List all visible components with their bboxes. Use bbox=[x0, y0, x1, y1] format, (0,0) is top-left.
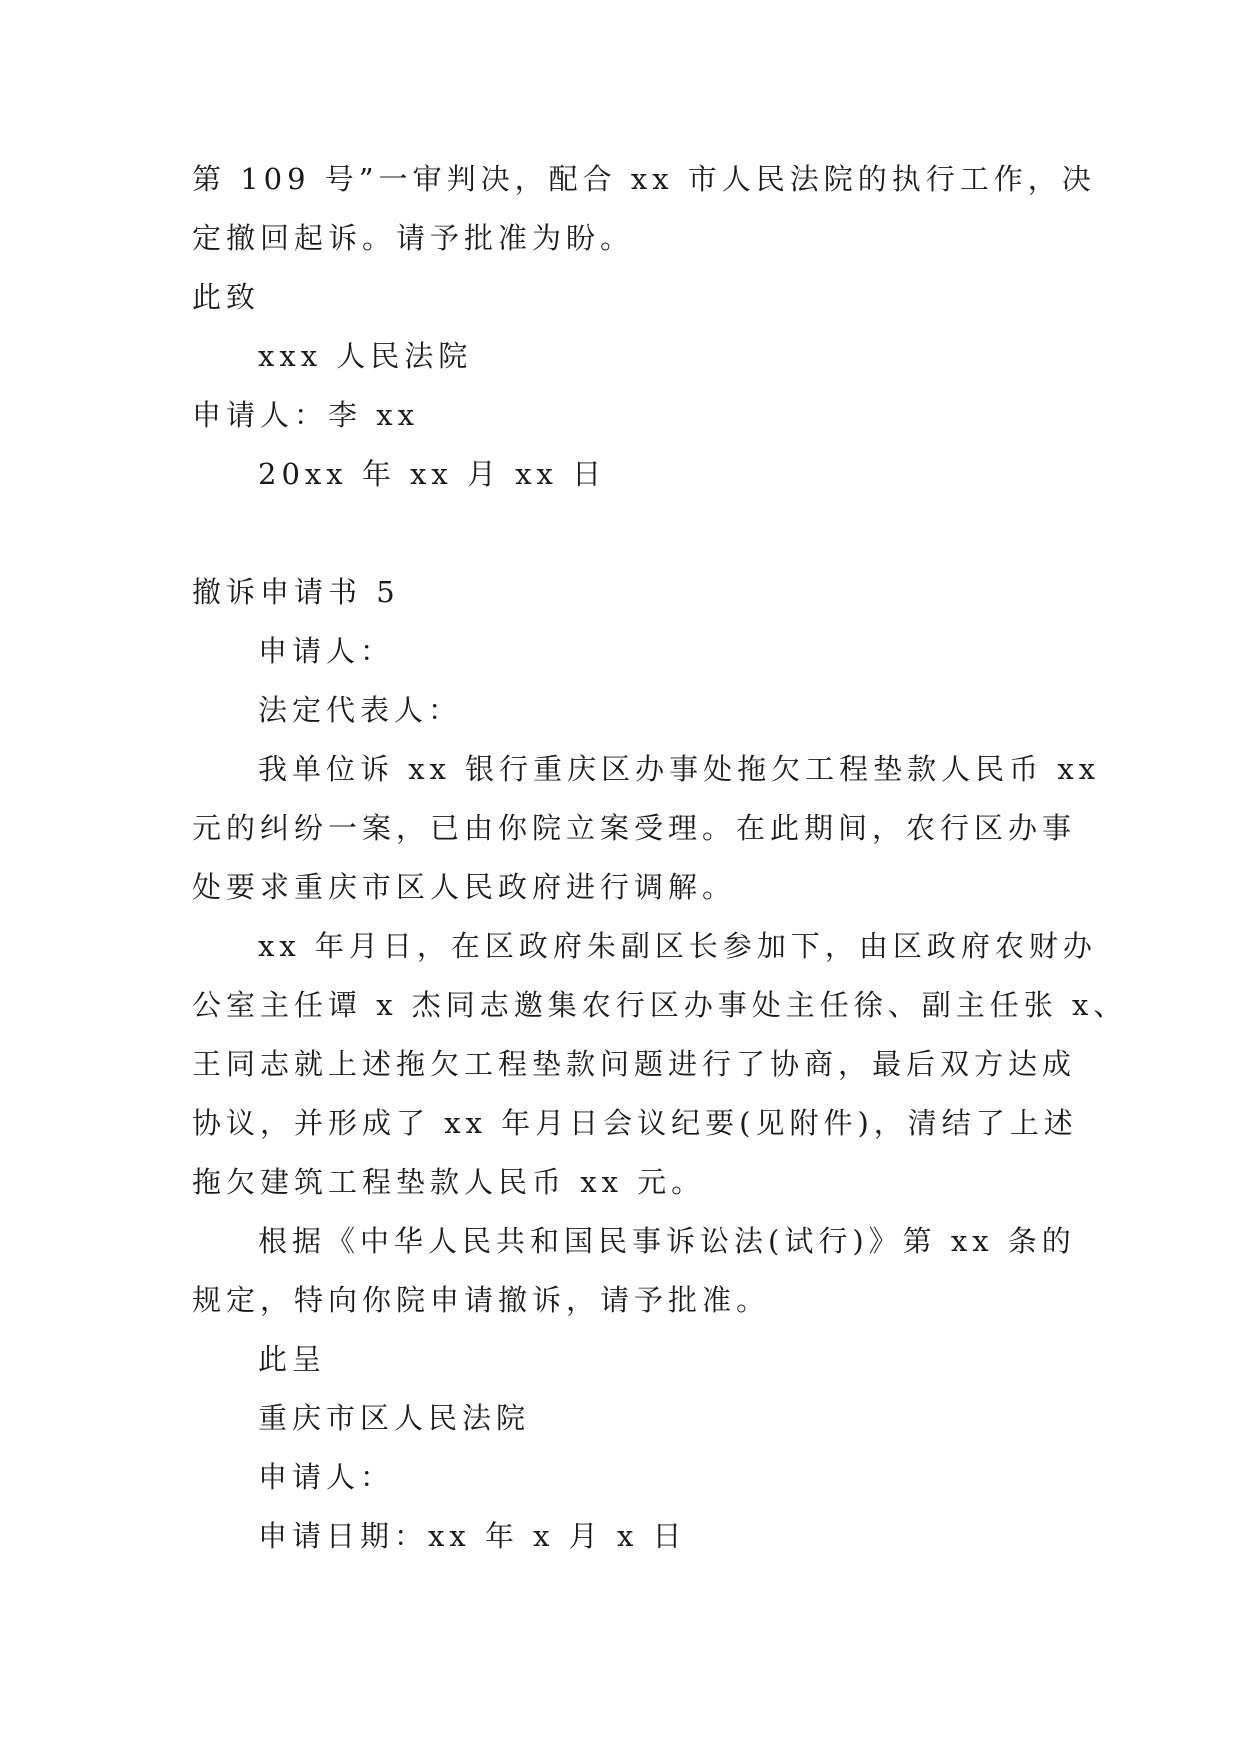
para2-line-2: 公室主任谭 x 杰同志邀集农行区办事处主任徐、副主任张 x、 bbox=[192, 988, 1128, 1022]
document-page bbox=[192, 150, 1128, 1566]
application-date: 申请日期：xx 年 x 月 x 日 bbox=[258, 1519, 687, 1553]
para3-line-1: 根据《中华人民共和国民事诉讼法(试行)》第 xx 条的 bbox=[258, 1224, 1076, 1258]
applicant-label: 申请人： bbox=[258, 634, 395, 668]
para2-line-4: 协议，并形成了 xx 年月日会议纪要(见附件)，清结了上述 bbox=[192, 1106, 1078, 1140]
recipient-court: 重庆市区人民法院 bbox=[258, 1401, 531, 1435]
para3-line-2: 规定，特向你院申请撤诉，请予批准。 bbox=[192, 1283, 771, 1317]
para2-line-3: 王同志就上述拖欠工程垫款问题进行了协商，最后双方达成 bbox=[192, 1047, 1077, 1081]
prev-date: 20xx 年 xx 月 xx 日 bbox=[258, 457, 607, 491]
para2-line-5: 拖欠建筑工程垫款人民币 xx 元。 bbox=[192, 1165, 706, 1199]
section-gap bbox=[192, 504, 1052, 563]
prev-body-line-1: 第 109 号”一审判决，配合 xx 市人民法院的执行工作，决 bbox=[192, 162, 1096, 196]
para1-line-1: 我单位诉 xx 银行重庆区办事处拖欠工程垫款人民币 xx bbox=[258, 752, 1101, 786]
section-title: 撤诉申请书 5 bbox=[192, 575, 400, 609]
prev-salutation: 此致 bbox=[192, 280, 261, 314]
prev-applicant: 申请人：李 xx bbox=[192, 398, 419, 432]
closing: 此呈 bbox=[258, 1342, 327, 1376]
prev-court: xxx 人民法院 bbox=[258, 339, 473, 373]
prev-body-line-2: 定撤回起诉。请予批准为盼。 bbox=[192, 221, 635, 255]
applicant-signature: 申请人： bbox=[258, 1460, 395, 1494]
para1-line-3: 处要求重庆市区人民政府进行调解。 bbox=[192, 870, 737, 904]
legal-rep-label: 法定代表人： bbox=[258, 693, 463, 727]
para2-line-1: xx 年月日，在区政府朱副区长参加下，由区政府农财办 bbox=[258, 929, 1097, 963]
para1-line-2: 元的纠纷一案，已由你院立案受理。在此期间，农行区办事 bbox=[192, 811, 1077, 845]
